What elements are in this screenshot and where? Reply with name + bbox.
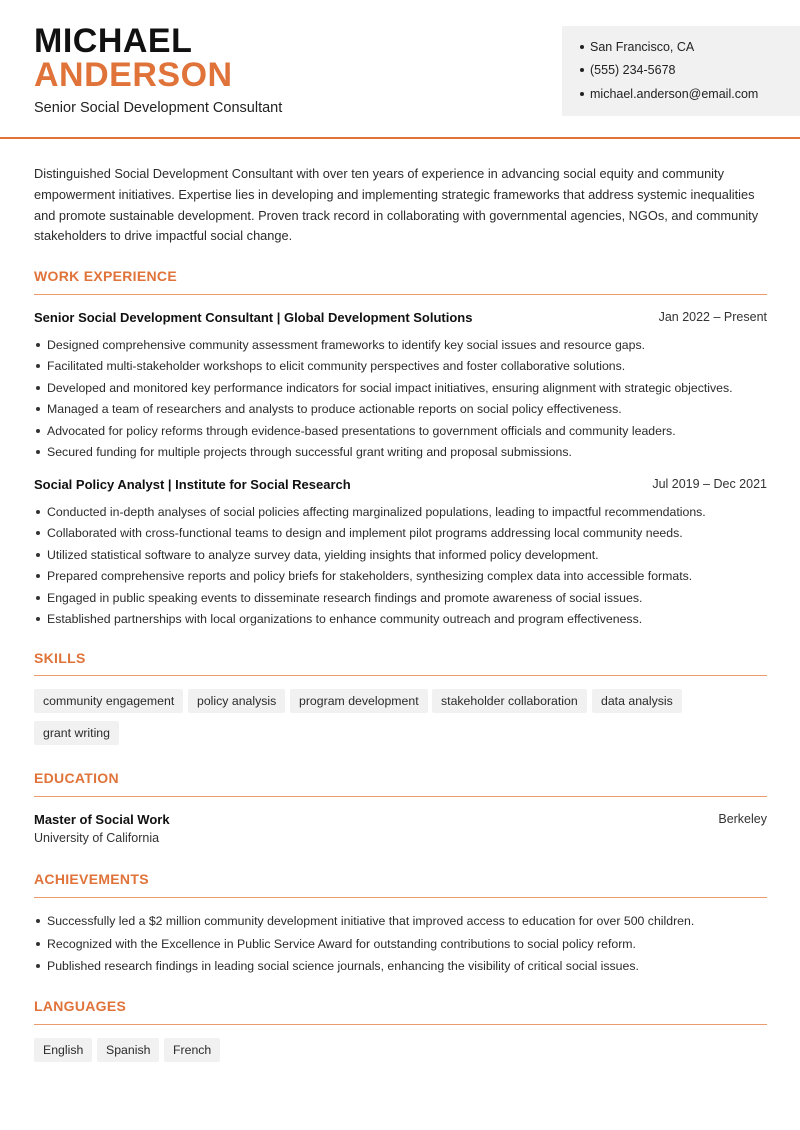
skill-tag: program development [290, 689, 428, 713]
list-item: Recognized with the Excellence in Public Service Award for outstanding contributions to social policy reform. [34, 936, 767, 959]
skill-tag: data analysis [592, 689, 682, 713]
summary-paragraph: Distinguished Social Development Consultant with over ten years of experience in advancing social equity and community empowerment initiatives. Expertise lies in developing and implementing strategic frameworks that address systemic inequalities and promote sustainable development. Proven track record in collaborating with governmental agencies, NGOs, and community stakeholders to drive impactful social change. [34, 166, 759, 244]
degree-name: Master of Social Work [34, 812, 170, 827]
list-item: Secured funding for multiple projects through successful grant writing and proposal submissions. [34, 444, 767, 465]
school-name: University of California [34, 831, 160, 845]
section-divider [34, 897, 767, 898]
job-bullets [34, 504, 767, 632]
skill-tag: community engagement [34, 689, 183, 713]
contact-phone: (555) 234-5678 [580, 63, 675, 77]
section-divider [34, 675, 767, 676]
list-item: Engaged in public speaking events to disseminate research findings and promote awareness of social issues. [34, 590, 767, 611]
list-item: Published research findings in leading social science journals, enhancing the visibility of critical social issues. [34, 958, 767, 981]
job-bullets [34, 337, 767, 465]
list-item: Developed and monitored key performance indicators for social impact initiatives, ensuring alignment with strategic objectives. [34, 380, 767, 401]
job-header [34, 310, 767, 325]
list-item: Successfully led a $2 million community development initiative that improved access to education for over 500 children. [34, 913, 767, 936]
section-divider [34, 1024, 767, 1025]
skill-tag: grant writing [34, 721, 119, 745]
bullet-icon [580, 68, 584, 72]
job-header [34, 477, 767, 492]
last-name: ANDERSON [34, 56, 233, 94]
skill-tag: policy analysis [188, 689, 285, 713]
list-item: Prepared comprehensive reports and policy briefs for stakeholders, synthesizing complex data into accessible formats. [34, 568, 767, 589]
job-role: Senior Social Development Consultant | Global Development Solutions [34, 310, 473, 325]
professional-title: Senior Social Development Consultant [34, 100, 283, 116]
section-divider [34, 796, 767, 797]
skill-tag: stakeholder collaboration [432, 689, 587, 713]
list-item: Established partnerships with local organizations to enhance community outreach and program effectiveness. [34, 611, 767, 632]
list-item: Collaborated with cross-functional teams to design and implement pilot programs addressing local community needs. [34, 525, 767, 546]
list-item: Facilitated multi-stakeholder workshops to elicit community perspectives and foster collaborative solutions. [34, 358, 767, 379]
language-tag: French [164, 1038, 220, 1062]
job-dates: Jul 2019 – Dec 2021 [652, 477, 767, 491]
section-title-languages: LANGUAGES [34, 998, 127, 1014]
language-tag: Spanish [97, 1038, 159, 1062]
contact-email[interactable]: michael.anderson@email.com [580, 87, 758, 101]
section-divider [34, 294, 767, 295]
bullet-icon [580, 45, 584, 49]
list-item: Conducted in-depth analyses of social policies affecting marginalized populations, leading to impactful recommendations. [34, 504, 767, 525]
section-title-achievements: ACHIEVEMENTS [34, 871, 149, 887]
contact-box [562, 26, 800, 116]
contact-location: San Francisco, CA [580, 40, 694, 54]
job-role: Social Policy Analyst | Institute for Social Research [34, 477, 351, 492]
list-item: Advocated for policy reforms through evidence-based presentations to government officials and community leaders. [34, 423, 767, 444]
bullet-icon [580, 92, 584, 96]
language-tag: English [34, 1038, 92, 1062]
list-item: Designed comprehensive community assessment frameworks to identify key social issues and resource gaps. [34, 337, 767, 358]
resume-header [0, 0, 800, 139]
list-item: Managed a team of researchers and analysts to produce actionable reports on social policy effectiveness. [34, 401, 767, 422]
job-dates: Jan 2022 – Present [658, 310, 767, 324]
section-title-skills: SKILLS [34, 650, 86, 666]
first-name: MICHAEL [34, 22, 193, 60]
section-title-education: EDUCATION [34, 770, 119, 786]
education-location: Berkeley [718, 812, 767, 826]
achievement-bullets [34, 913, 767, 981]
list-item: Utilized statistical software to analyze survey data, yielding insights that informed policy development. [34, 547, 767, 568]
section-title-work: WORK EXPERIENCE [34, 268, 177, 284]
